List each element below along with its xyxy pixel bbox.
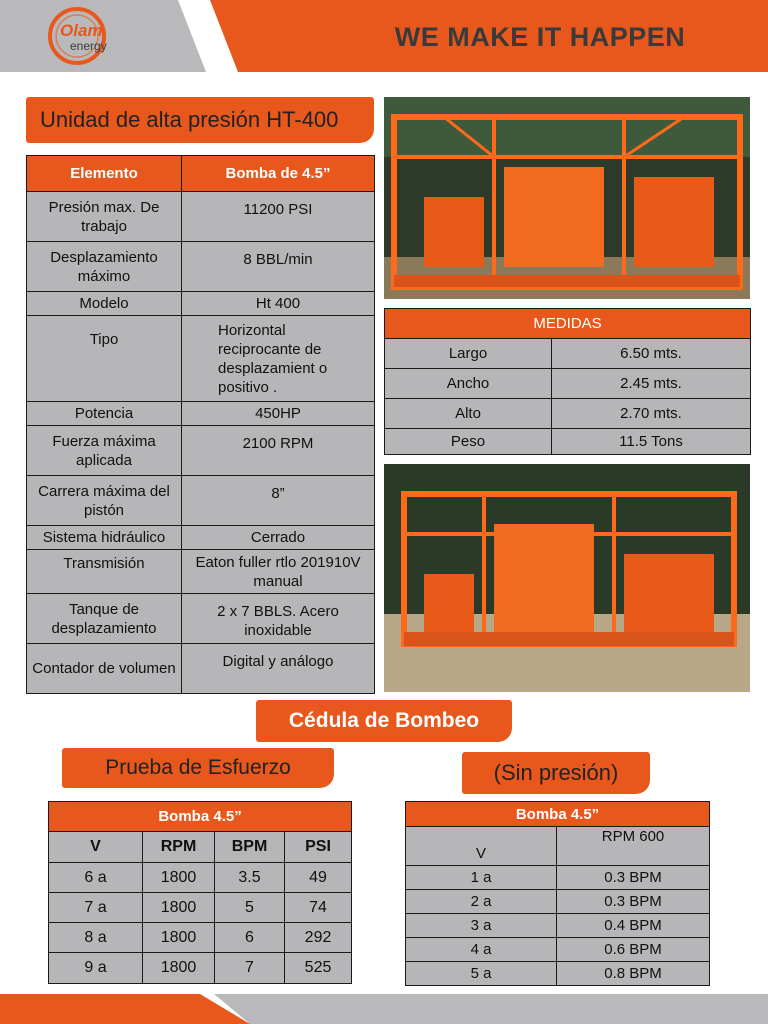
specs-header-bomba: Bomba de 4.5”: [182, 156, 375, 192]
prueba-title: Prueba de Esfuerzo: [62, 748, 334, 788]
spec-value: 8 BBL/min: [182, 242, 375, 292]
spec-label: Contador de volumen: [27, 644, 182, 694]
sin-presion-cell: 0.8 BPM: [557, 962, 710, 986]
sin-presion-header: Bomba 4.5”: [406, 802, 710, 827]
spec-value: 2 x 7 BBLS. Acero inoxidable: [182, 594, 375, 644]
spec-label: Presión max. De trabajo: [27, 192, 182, 242]
sin-presion-table: [405, 801, 710, 986]
spec-value: 11200 PSI: [182, 192, 375, 242]
prueba-table: [48, 801, 352, 984]
measure-label: Ancho: [385, 369, 552, 399]
footer-accent: [0, 994, 250, 1024]
svg-text:Olam: Olam: [60, 21, 103, 40]
specs-table: [26, 155, 375, 694]
sin-presion-cell: 0.3 BPM: [557, 890, 710, 914]
prueba-cell: 8 a: [49, 923, 143, 953]
prueba-col-psi: PSI: [285, 832, 352, 863]
prueba-cell: 525: [285, 953, 352, 984]
prueba-cell: 6: [215, 923, 285, 953]
measure-value: 2.70 mts.: [552, 399, 751, 429]
sin-presion-cell: 5 a: [406, 962, 557, 986]
measure-value: 11.5 Tons: [552, 429, 751, 455]
prueba-cell: 1800: [143, 923, 215, 953]
measure-value: 2.45 mts.: [552, 369, 751, 399]
page-title: Unidad de alta presión HT-400: [26, 97, 374, 143]
measure-label: Alto: [385, 399, 552, 429]
prueba-cell: 74: [285, 893, 352, 923]
footer-bar: [214, 994, 768, 1024]
sin-presion-cell: 0.6 BPM: [557, 938, 710, 962]
sin-presion-cell: 1 a: [406, 866, 557, 890]
prueba-cell: 7 a: [49, 893, 143, 923]
spec-value: Horizontal reciprocante de desplazamient o positivo .: [182, 316, 375, 402]
sin-presion-cell: 0.3 BPM: [557, 866, 710, 890]
sin-presion-title: (Sin presión): [462, 752, 650, 794]
specs-header-elemento: Elemento: [27, 156, 182, 192]
sin-presion-cell: 2 a: [406, 890, 557, 914]
prueba-cell: 7: [215, 953, 285, 984]
equipment-photo-1: [384, 97, 750, 299]
spec-label: Tanque de desplazamiento: [27, 594, 182, 644]
spec-label: Potencia: [27, 402, 182, 426]
prueba-col-v: V: [49, 832, 143, 863]
spec-value: Ht 400: [182, 292, 375, 316]
olam-energy-logo: [30, 6, 125, 66]
prueba-cell: 1800: [143, 863, 215, 893]
prueba-cell: 49: [285, 863, 352, 893]
spec-label: Carrera máxima del pistón: [27, 476, 182, 526]
spec-value: Digital y análogo: [182, 644, 375, 694]
prueba-col-rpm: RPM: [143, 832, 215, 863]
cedula-title: Cédula de Bombeo: [256, 700, 512, 742]
sin-presion-cell: 3 a: [406, 914, 557, 938]
prueba-header: Bomba 4.5”: [49, 802, 352, 832]
prueba-cell: 3.5: [215, 863, 285, 893]
prueba-cell: 9 a: [49, 953, 143, 984]
sin-presion-cell: 4 a: [406, 938, 557, 962]
measurements-header: MEDIDAS: [385, 309, 751, 339]
equipment-photo-2: [384, 464, 750, 692]
tagline: WE MAKE IT HAPPEN: [394, 22, 686, 52]
spec-value: 450HP: [182, 402, 375, 426]
spec-label: Modelo: [27, 292, 182, 316]
spec-value: 2100 RPM: [182, 426, 375, 476]
spec-label: Desplazamiento máximo: [27, 242, 182, 292]
measure-label: Peso: [385, 429, 552, 455]
spec-label: Transmisión: [27, 550, 182, 594]
prueba-cell: 1800: [143, 893, 215, 923]
sin-presion-col-rpm: RPM 600: [557, 827, 710, 866]
spec-label: Fuerza máxima aplicada: [27, 426, 182, 476]
prueba-cell: 5: [215, 893, 285, 923]
prueba-cell: 6 a: [49, 863, 143, 893]
spec-value: Cerrado: [182, 526, 375, 550]
spec-label: Tipo: [27, 316, 182, 402]
measurements-table: [384, 308, 751, 455]
prueba-cell: 1800: [143, 953, 215, 984]
measure-label: Largo: [385, 339, 552, 369]
sin-presion-cell: 0.4 BPM: [557, 914, 710, 938]
measure-value: 6.50 mts.: [552, 339, 751, 369]
prueba-col-bpm: BPM: [215, 832, 285, 863]
spec-value: Eaton fuller rtlo 201910V manual: [182, 550, 375, 594]
sin-presion-col-v: V: [406, 827, 557, 866]
prueba-cell: 292: [285, 923, 352, 953]
spec-label: Sistema hidráulico: [27, 526, 182, 550]
svg-text:energy: energy: [70, 39, 107, 53]
spec-value: 8”: [182, 476, 375, 526]
